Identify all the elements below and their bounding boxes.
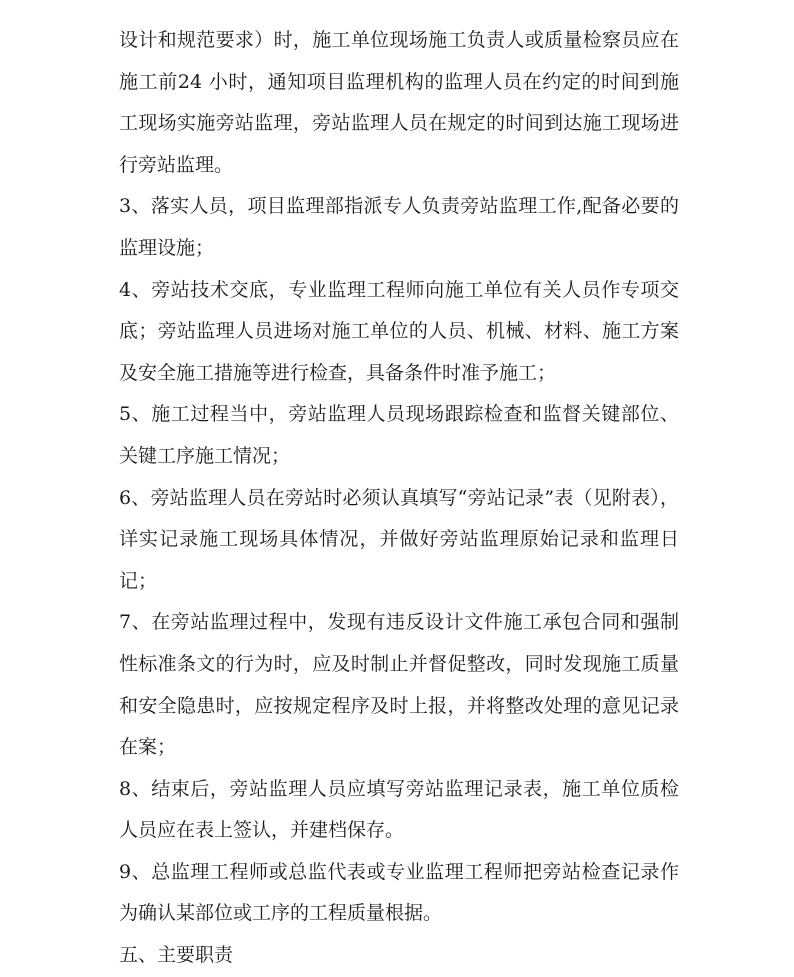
paragraph-item-9: 9、总监理工程师或总监代表或专业监理工程师把旁站检查记录作为确认某部位或工序的工程质量根据。 bbox=[119, 860, 679, 925]
paragraph-1-continuation: 设计和规范要求）时，施工单位现场施工负责人或质量检察员应在施工前24 小时，通知项目监理机构的监理人员在约定的时间到施工现场实施旁站监理，旁站监理人员在规定的时间到达施工现场进行旁站监理。 bbox=[119, 29, 679, 176]
paragraph-item-4: 4、旁站技术交底，专业监理工程师向施工单位有关人员作专项交底；旁站监理人员进场对施工单位的人员、机械、材料、施工方案及安全施工措施等进行检查，具备条件时准予施工； bbox=[119, 278, 679, 384]
paragraph-item-8: 8、结束后，旁站监理人员应填写旁站监理记录表，施工单位质检人员应在表上签认，并建档保存。 bbox=[119, 777, 679, 842]
section-heading: 五、主要职责 bbox=[119, 944, 234, 967]
document-body bbox=[119, 20, 679, 977]
paragraph-item-6: 6、旁站监理人员在旁站时必须认真填写“旁站记录”表（见附表），详实记录施工现场具体情况，并做好旁站监理原始记录和监理日记； bbox=[119, 486, 679, 592]
paragraph-item-5: 5、施工过程当中，旁站监理人员现场跟踪检查和监督关键部位、关键工序施工情况； bbox=[119, 403, 679, 467]
paragraph-item-3: 3、落实人员，项目监理部指派专人负责旁站监理工作,配备必要的监理设施； bbox=[119, 195, 679, 259]
paragraph-item-7: 7、在旁站监理过程中，发现有违反设计文件施工承包合同和强制性标准条文的行为时，应及时制止并督促整改，同时发现施工质量和安全隐患时，应按规定程序及时上报，并将整改处理的意见记录在案； bbox=[119, 611, 679, 759]
